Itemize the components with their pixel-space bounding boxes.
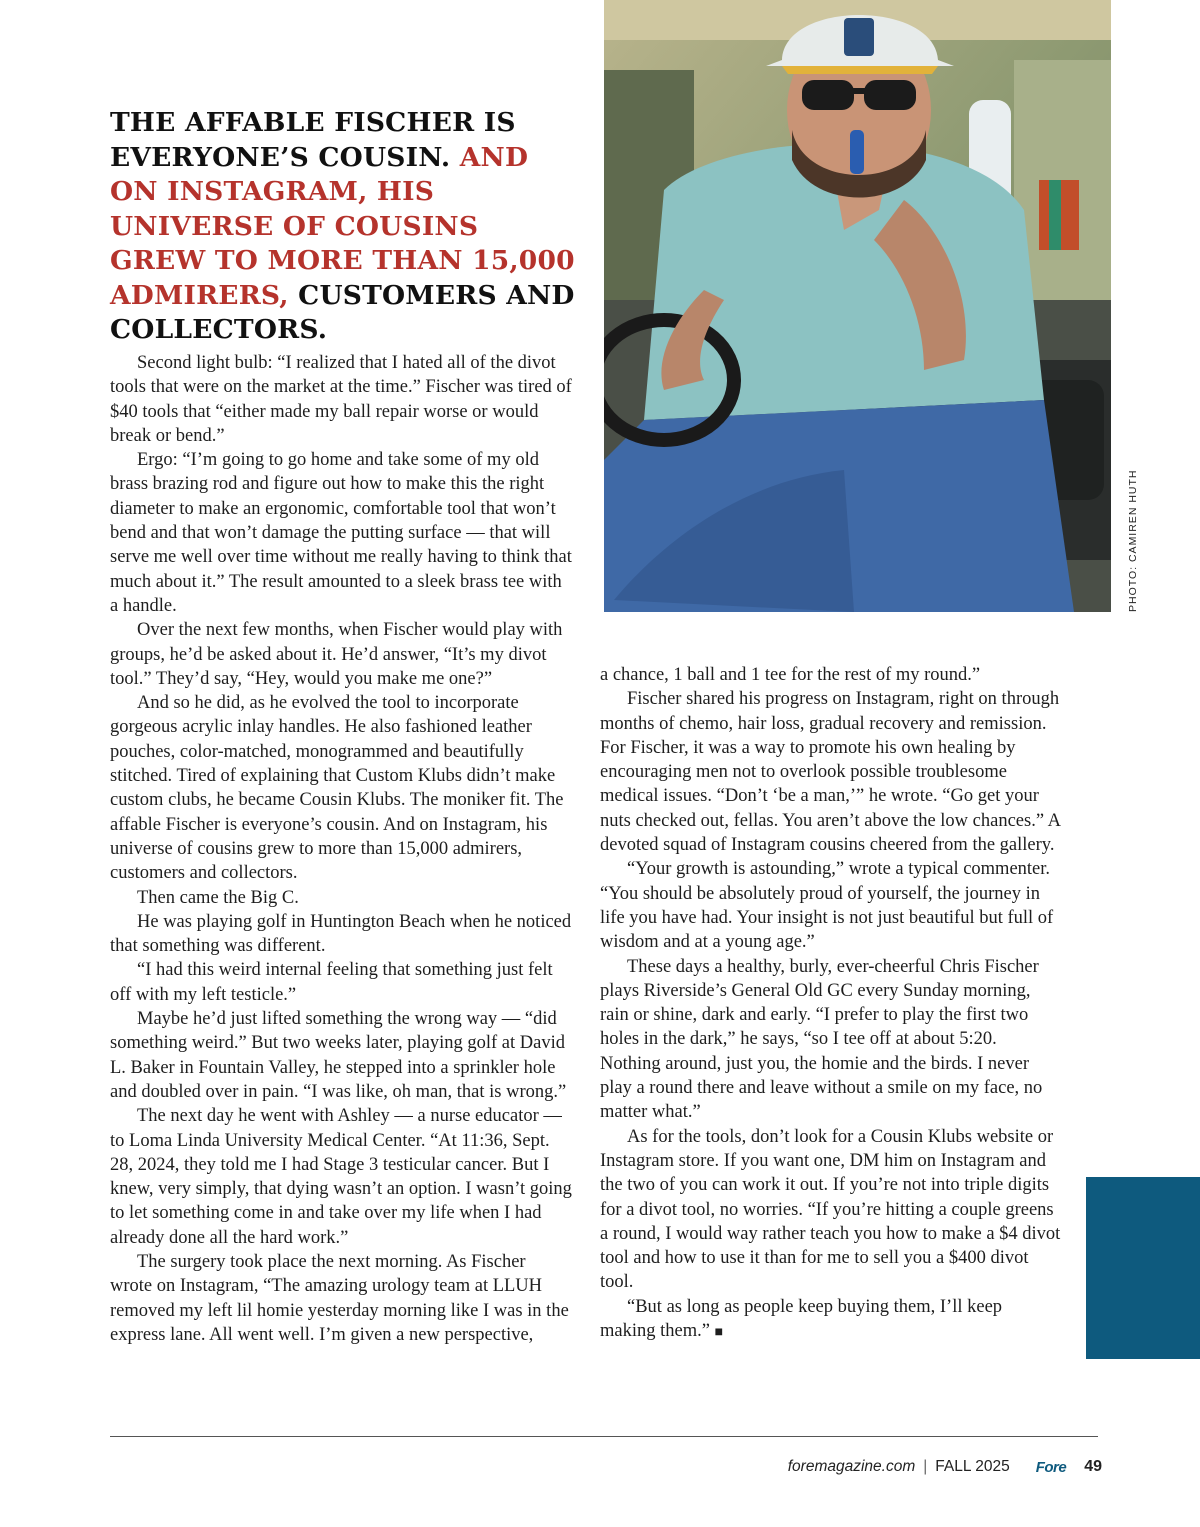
pull-quote-part-3: CUSTOMERS AND COLLECTORS. <box>110 279 575 345</box>
pull-quote-highlight: AND ON INSTAGRAM, HIS UNIVERSE OF COUSINS GREW TO MORE THAN 15,000 ADMIRERS, <box>110 141 575 311</box>
left-column <box>110 351 572 1347</box>
section-tab <box>1086 1177 1200 1359</box>
pull-quote <box>110 106 580 348</box>
footer-website: foremagazine.com <box>787 1458 916 1475</box>
paragraph: Ergo: “I’m going to go home and take some of my old brass brazing rod and figure out how to make this the right diameter to make an ergonomic, comfortable tool that won’t bend and that won’t damage the putting surface — that will serve me well over time without me really having to think that much about it.” The result amounted to a sleek brass tee with a handle. <box>110 450 572 616</box>
paragraph: As for the tools, don’t look for a Cousin Klubs website or Instagram store. If you want one, DM him on Instagram and the two of you can work it out. If you’re not into triple digits for a divot tool, no worries. “If you’re hitting a couple greens a round, I would way rather teach you how to make a $4 divot tool and how to use it than for me to sell you a $400 divot tool. <box>600 1126 1061 1293</box>
paragraph: These days a healthy, burly, ever-cheerful Chris Fischer plays Riverside’s General Old GC every Sunday morning, rain or shine, dark and early. “I prefer to play the first two holes in the dark,” he says, “so I tee off at about 5:20. Nothing around, just you, the homie and the birds. I never play a round there and leave without a smile on my face, no matter what.” <box>600 956 1043 1123</box>
paragraph: “I had this weird internal feeling that something just felt off with my left testicle.” <box>110 960 553 1005</box>
pull-quote-part-1: THE AFFABLE FISCHER IS EVERYONE’S COUSIN. <box>110 107 516 173</box>
paragraph: Over the next few months, when Fischer would play with groups, he’d be asked about it. He’d answer, “It’s my divot tool.” They’d say, “Hey, would you make me one?” <box>110 620 563 689</box>
right-column <box>600 663 1062 1345</box>
fore-logo: Fore <box>1035 1458 1067 1476</box>
photo-man-in-golf-cart <box>604 0 1111 612</box>
footer-separator: | <box>923 1458 928 1475</box>
paragraph: The surgery took place the next morning. As Fischer wrote on Instagram, “The amazing urology team at LLUH removed my left lil homie yesterday morning like I was in the express lane. All went well. I’m given a new perspective, <box>110 1251 569 1345</box>
photo-illustration <box>604 0 1111 612</box>
paragraph-continuation: a chance, 1 ball and 1 tee for the rest of my round.” <box>600 665 981 685</box>
page-number: 49 <box>1084 1458 1102 1475</box>
footer-divider <box>110 1436 1098 1437</box>
paragraph: The next day he went with Ashley — a nurse educator — to Loma Linda University Medical Center. “At 11:36, Sept. 28, 2024, they told me I had Stage 3 testicular cancer. But I knew, very simply, that dying wasn’t an option. I wasn’t going to let something come in and take over my life when I had already done all the hard work.” <box>110 1106 572 1248</box>
paragraph: Second light bulb: “I realized that I hated all of the divot tools that were on the market at the time.” Fischer was tired of $40 tools that “either made my ball repair worse or would break or bend.” <box>110 353 572 446</box>
paragraph-final <box>600 1295 1062 1346</box>
page-footer <box>788 1456 1102 1478</box>
photo-credit: PHOTO: CAMIREN HUTH <box>1127 469 1139 612</box>
paragraph: “Your growth is astounding,” wrote a typical commenter. “You should be absolutely proud of yourself, the journey in life you have had. Your insight is not just beautiful but full of wisdom and at a young age.” <box>600 859 1054 953</box>
paragraph: Maybe he’d just lifted something the wrong way — “did something weird.” But two weeks later, playing golf at David L. Baker in Fountain Valley, he stepped into a sprinkler hole and doubled over in pain. “I was like, oh man, that is wrong.” <box>110 1009 567 1102</box>
footer-issue: FALL 2025 <box>935 1458 1010 1475</box>
final-paragraph-text: “But as long as people keep buying them, I’ll keep making them.” <box>600 1296 1003 1342</box>
paragraph: And so he did, as he evolved the tool to incorporate gorgeous acrylic inlay handles. He also fashioned leather pouches, color-matched, monogrammed and beautifully stitched. Tired of explaining that Custom Klubs didn’t make custom clubs, he became Cousin Klubs. The moniker fit. The affable Fischer is everyone’s cousin. And on Instagram, his universe of cousins grew to more than 15,000 admirers, customers and collectors. <box>110 693 564 884</box>
paragraph: Fischer shared his progress on Instagram, right on through months of chemo, hair loss, gradual recovery and remission. For Fischer, it was a way to promote his own healing by encouraging men not to overlook possible troublesome medical issues. “Don’t ‘be a man,’” he wrote. “Go get your nuts checked out, fellas. You aren’t above the low chances.” A devoted squad of Instagram cousins cheered from the gallery. <box>600 689 1060 856</box>
paragraph: Then came the Big C. <box>137 887 299 908</box>
end-mark-icon: ■ <box>714 1325 724 1341</box>
paragraph: He was playing golf in Huntington Beach when he noticed that something was different. <box>110 911 572 957</box>
